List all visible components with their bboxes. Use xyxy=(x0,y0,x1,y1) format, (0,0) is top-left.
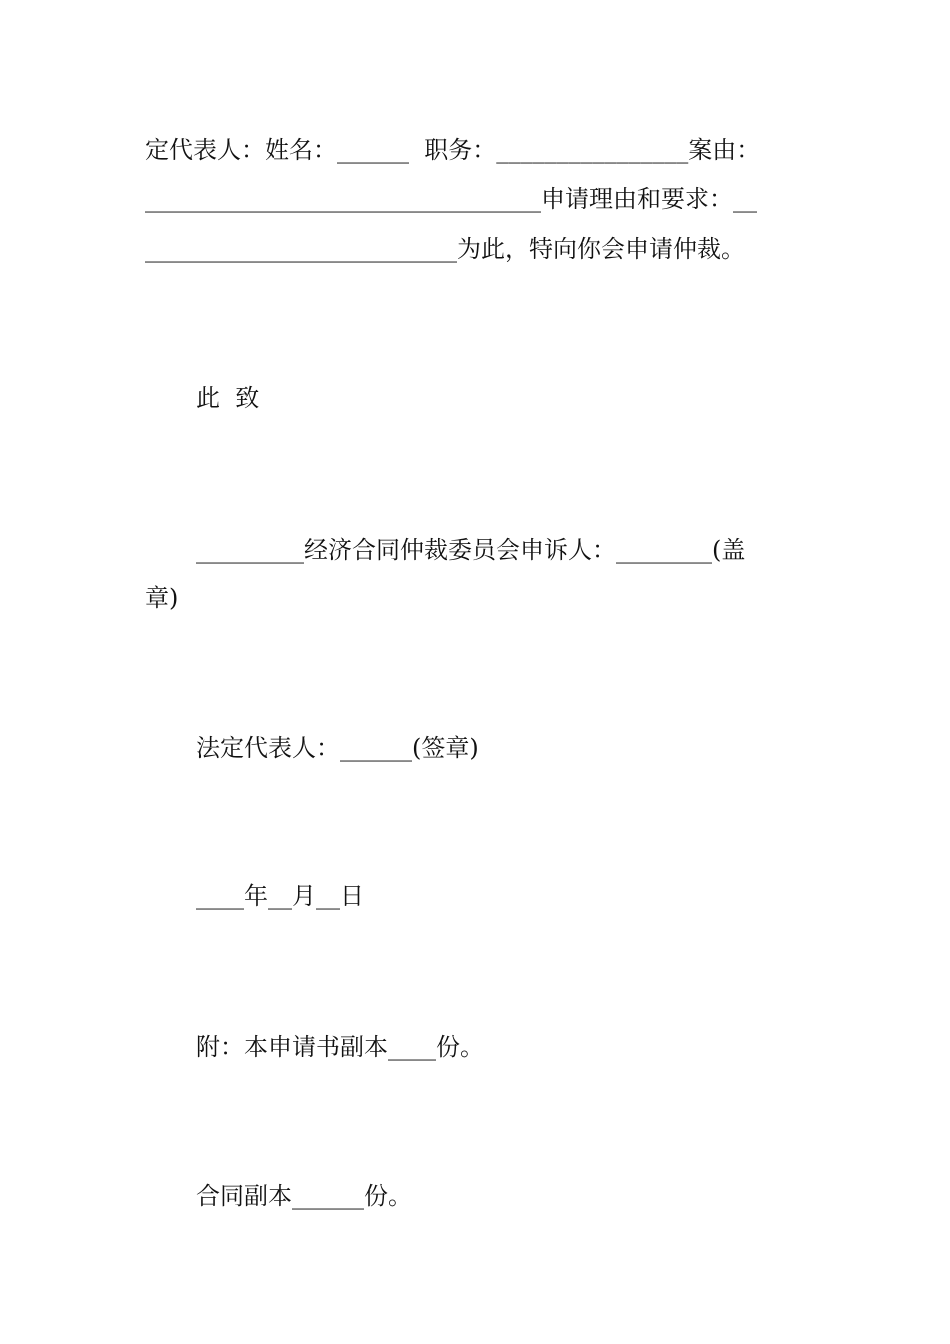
date-line: ____年__月__日 xyxy=(196,882,364,910)
reason-line: _________________________________申请理由和要求：__ xyxy=(145,185,757,213)
legal-representative-line: 法定代表人：______(签章) xyxy=(196,734,479,762)
seal-line: 章) xyxy=(145,584,179,612)
committee-line: _________经济合同仲裁委员会申诉人：________(盖 xyxy=(196,536,746,564)
request-line: __________________________为此，特向你会申请仲裁。 xyxy=(145,235,745,263)
attachment-copies-line: 附：本申请书副本____份。 xyxy=(196,1033,484,1061)
representative-line: 定代表人：姓名：______ 职务：________________案由： xyxy=(145,136,761,164)
salutation: 此 致 xyxy=(196,384,260,412)
contract-copies-line: 合同副本______份。 xyxy=(196,1182,412,1210)
